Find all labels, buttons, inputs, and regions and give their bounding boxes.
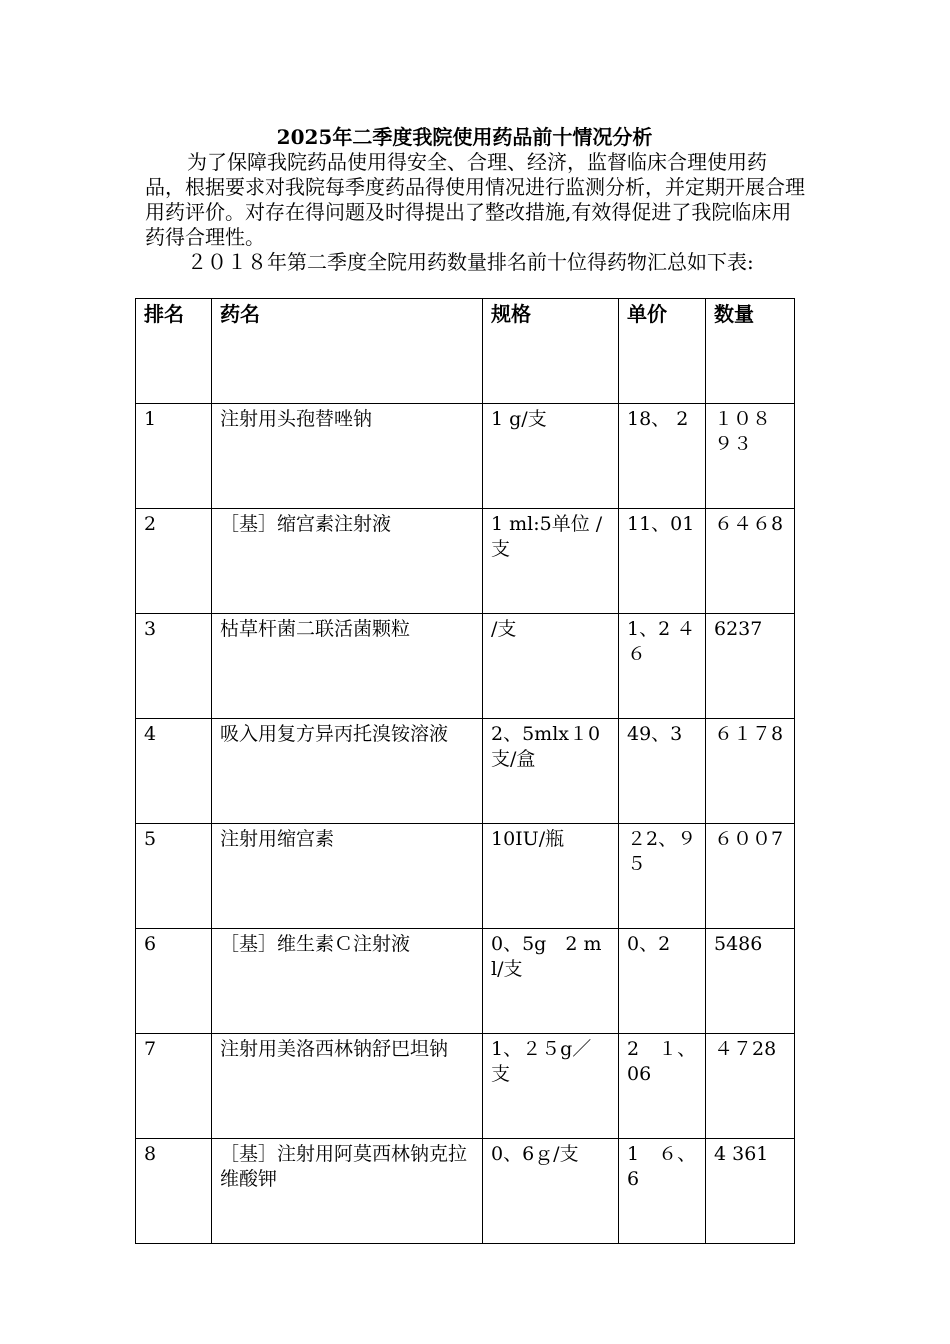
cell-quantity: ６００7 bbox=[706, 824, 795, 929]
cell-rank: 6 bbox=[136, 929, 212, 1034]
cell-spec: 10IU/瓶 bbox=[483, 824, 619, 929]
cell-rank: 7 bbox=[136, 1034, 212, 1139]
cell-drug-name: 注射用缩宫素 bbox=[212, 824, 483, 929]
table-row bbox=[136, 824, 795, 929]
cell-unit-price: 1、2 ４６ bbox=[619, 614, 706, 719]
header-quantity: 数量 bbox=[706, 299, 795, 404]
document-title: 2025年二季度我院使用药品前十情况分析 bbox=[276, 125, 653, 149]
cell-drug-name: ［基］注射用阿莫西林钠克拉维酸钾 bbox=[212, 1139, 483, 1244]
cell-quantity: １０８９３ bbox=[706, 404, 795, 509]
drug-ranking-table bbox=[135, 298, 795, 1244]
cell-quantity: ６１７8 bbox=[706, 719, 795, 824]
header-spec: 规格 bbox=[483, 299, 619, 404]
header-rank: 排名 bbox=[136, 299, 212, 404]
cell-quantity: 4 361 bbox=[706, 1139, 795, 1244]
table-row bbox=[136, 509, 795, 614]
table-row bbox=[136, 1034, 795, 1139]
cell-drug-name: 注射用头孢替唑钠 bbox=[212, 404, 483, 509]
cell-quantity: 5486 bbox=[706, 929, 795, 1034]
cell-rank: 2 bbox=[136, 509, 212, 614]
cell-drug-name: 注射用美洛西林钠舒巴坦钠 bbox=[212, 1034, 483, 1139]
table-row bbox=[136, 719, 795, 824]
cell-spec: 0、5g 2 ml/支 bbox=[483, 929, 619, 1034]
cell-quantity: ４７28 bbox=[706, 1034, 795, 1139]
cell-drug-name: 吸入用复方异丙托溴铵溶液 bbox=[212, 719, 483, 824]
cell-spec: 2、5mlx１0支/盒 bbox=[483, 719, 619, 824]
cell-drug-name: ［基］缩宫素注射液 bbox=[212, 509, 483, 614]
cell-drug-name: ［基］维生素Ｃ注射液 bbox=[212, 929, 483, 1034]
cell-unit-price: ２2、９５ bbox=[619, 824, 706, 929]
cell-rank: 8 bbox=[136, 1139, 212, 1244]
cell-unit-price: 18、 2 bbox=[619, 404, 706, 509]
cell-unit-price: 1 ６、6 bbox=[619, 1139, 706, 1244]
table-row bbox=[136, 929, 795, 1034]
cell-unit-price: 11、01 bbox=[619, 509, 706, 614]
cell-rank: 5 bbox=[136, 824, 212, 929]
cell-unit-price: 0、2 bbox=[619, 929, 706, 1034]
cell-spec: 1 ml:5单位 / 支 bbox=[483, 509, 619, 614]
intro-paragraph: 为了保障我院药品使用得安全、合理、经济，监督临床合理使用药品，根据要求对我院每季度药品得使用情况进行监测分析，并定期开展合理用药评价。对存在得问题及时得提出了整改措施,有效得促进了我院临床用药得合理性。 bbox=[145, 150, 805, 249]
cell-unit-price: 2 １、06 bbox=[619, 1034, 706, 1139]
cell-spec: /支 bbox=[483, 614, 619, 719]
cell-unit-price: 49、3 bbox=[619, 719, 706, 824]
cell-rank: 3 bbox=[136, 614, 212, 719]
cell-spec: 1 g/支 bbox=[483, 404, 619, 509]
header-unit-price: 单价 bbox=[619, 299, 706, 404]
cell-spec: 1、２５g／支 bbox=[483, 1034, 619, 1139]
cell-quantity: 6237 bbox=[706, 614, 795, 719]
table-intro-paragraph: ２０１８年第二季度全院用药数量排名前十位得药物汇总如下表: bbox=[187, 250, 754, 274]
cell-spec: 0、6ｇ/支 bbox=[483, 1139, 619, 1244]
cell-rank: 1 bbox=[136, 404, 212, 509]
cell-drug-name: 枯草杆菌二联活菌颗粒 bbox=[212, 614, 483, 719]
cell-rank: 4 bbox=[136, 719, 212, 824]
header-drug-name: 药名 bbox=[212, 299, 483, 404]
table-header-row bbox=[136, 299, 795, 404]
cell-quantity: ６４６8 bbox=[706, 509, 795, 614]
table-row bbox=[136, 614, 795, 719]
table-row bbox=[136, 1139, 795, 1244]
table-row bbox=[136, 404, 795, 509]
